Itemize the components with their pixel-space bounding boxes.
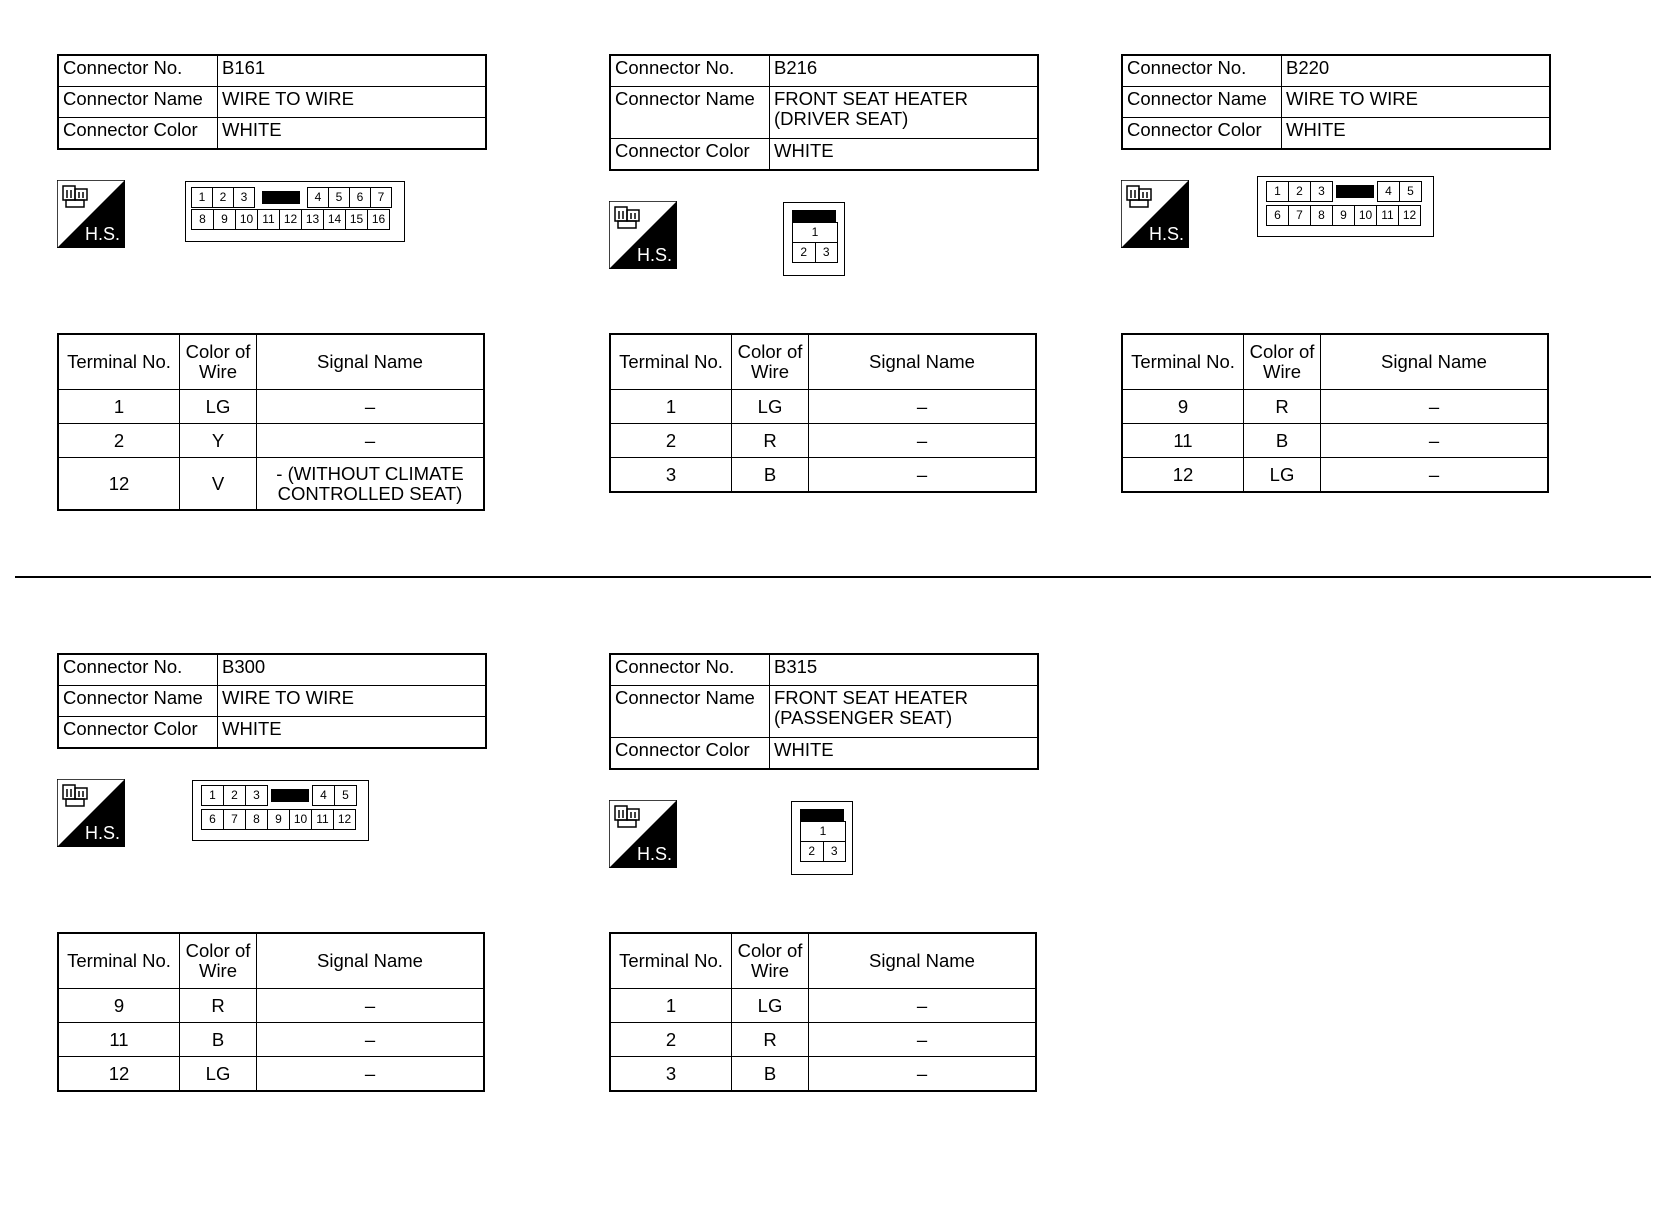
wire-color: B xyxy=(180,1023,257,1057)
connector-name-label: Connector Name xyxy=(610,686,770,738)
pin-key-slot xyxy=(800,809,844,821)
pin: 4 xyxy=(313,786,335,806)
pin-key-slot xyxy=(1333,182,1378,202)
pin: 3 xyxy=(823,842,846,862)
pin: 9 xyxy=(214,210,236,230)
pin: 2 xyxy=(224,786,246,806)
wire-color: Y xyxy=(180,424,257,458)
table-row xyxy=(58,989,484,1023)
pin: 2 xyxy=(801,842,824,862)
pin: 3 xyxy=(1311,182,1333,202)
signal-name: – xyxy=(809,1023,1037,1057)
terminal-no: 2 xyxy=(610,1023,732,1057)
hs-label: H.S. xyxy=(637,844,673,864)
pin: 6 xyxy=(350,188,371,208)
signal-name: – xyxy=(257,390,485,424)
terminal-no-header: Terminal No. xyxy=(610,334,732,390)
terminal-no: 2 xyxy=(58,424,180,458)
connector-face-diagram xyxy=(185,181,405,242)
pin: 1 xyxy=(801,822,846,842)
pin-grid-bottom xyxy=(191,209,390,230)
signal-name-header: Signal Name xyxy=(809,933,1037,989)
terminal-no-header: Terminal No. xyxy=(58,933,180,989)
pin: 1 xyxy=(202,786,224,806)
connector-name-label: Connector Name xyxy=(58,686,218,717)
pin: 8 xyxy=(246,810,268,830)
terminal-no: 3 xyxy=(610,1057,732,1092)
pin-key-slot xyxy=(268,786,313,806)
table-row xyxy=(610,1023,1036,1057)
table-row xyxy=(58,458,484,511)
pin: 10 xyxy=(1355,206,1377,226)
connector-name-value: WIRE TO WIRE xyxy=(1282,87,1551,118)
pin: 3 xyxy=(815,243,838,263)
connector-info-table xyxy=(57,54,487,150)
pin: 10 xyxy=(290,810,312,830)
connector-no-value: B216 xyxy=(770,55,1039,87)
table-row xyxy=(58,1057,484,1092)
pin: 15 xyxy=(346,210,368,230)
pin: 1 xyxy=(1267,182,1289,202)
pin: 11 xyxy=(1377,206,1399,226)
signal-name-header: Signal Name xyxy=(809,334,1037,390)
connector-block-b315 xyxy=(609,653,1039,770)
table-row xyxy=(58,390,484,424)
pin-key-slot xyxy=(255,188,308,208)
signal-name: – xyxy=(257,1023,485,1057)
connector-face-diagram xyxy=(791,801,853,875)
connector-name-value: WIRE TO WIRE xyxy=(218,686,487,717)
connector-info-table xyxy=(609,653,1039,770)
pin: 14 xyxy=(324,210,346,230)
section-divider xyxy=(15,576,1651,578)
pin-grid-bottom xyxy=(1266,205,1421,226)
signal-name: – xyxy=(809,1057,1037,1092)
signal-name: – xyxy=(257,424,485,458)
terminal-table-b216 xyxy=(609,333,1037,493)
pin: 4 xyxy=(1378,182,1400,202)
connector-color-label: Connector Color xyxy=(610,139,770,171)
pin: 9 xyxy=(1333,206,1355,226)
signal-name: – xyxy=(809,989,1037,1023)
connector-color-value: WHITE xyxy=(1282,118,1551,150)
terminal-no: 12 xyxy=(58,458,180,511)
pin: 1 xyxy=(793,223,838,243)
pin: 11 xyxy=(312,810,334,830)
terminal-table-b315 xyxy=(609,932,1037,1092)
terminal-table-b300 xyxy=(57,932,485,1092)
signal-name: – xyxy=(1321,424,1549,458)
terminal-no: 1 xyxy=(58,390,180,424)
pin-grid-bottom xyxy=(201,809,356,830)
terminal-no-header: Terminal No. xyxy=(610,933,732,989)
pin: 1 xyxy=(192,188,213,208)
connector-name-value: FRONT SEAT HEATER (PASSENGER SEAT) xyxy=(770,686,1039,738)
hs-label: H.S. xyxy=(85,224,121,244)
signal-name: – xyxy=(1321,390,1549,424)
connector-no-label: Connector No. xyxy=(610,654,770,686)
connector-name-label: Connector Name xyxy=(610,87,770,139)
pin-grid xyxy=(201,785,357,806)
terminal-no: 2 xyxy=(610,424,732,458)
wire-color: R xyxy=(732,1023,809,1057)
harness-side-icon xyxy=(57,779,125,847)
terminal-no: 12 xyxy=(58,1057,180,1092)
pin: 4 xyxy=(308,188,329,208)
pin: 9 xyxy=(268,810,290,830)
terminal-no: 12 xyxy=(1122,458,1244,493)
signal-name-header: Signal Name xyxy=(1321,334,1549,390)
wire-color: B xyxy=(732,458,809,493)
pin: 7 xyxy=(371,188,392,208)
table-row xyxy=(58,424,484,458)
wire-color-header: Color of Wire xyxy=(732,334,809,390)
connector-name-value: WIRE TO WIRE xyxy=(218,87,487,118)
connector-no-value: B315 xyxy=(770,654,1039,686)
connector-no-value: B161 xyxy=(218,55,487,87)
hs-label: H.S. xyxy=(85,823,121,843)
pin: 5 xyxy=(1400,182,1422,202)
signal-name: - (WITHOUT CLIMATE CONTROLLED SEAT) xyxy=(257,458,485,511)
table-row xyxy=(610,458,1036,493)
pin: 10 xyxy=(236,210,258,230)
harness-side-icon xyxy=(1121,180,1189,248)
connector-color-label: Connector Color xyxy=(58,118,218,150)
connector-face-diagram xyxy=(192,780,369,841)
signal-name: – xyxy=(257,1057,485,1092)
wire-color: LG xyxy=(180,390,257,424)
wire-color-header: Color of Wire xyxy=(180,334,257,390)
wire-color: LG xyxy=(732,390,809,424)
connector-name-value: FRONT SEAT HEATER (DRIVER SEAT) xyxy=(770,87,1039,139)
connector-color-label: Connector Color xyxy=(58,717,218,749)
signal-name: – xyxy=(809,458,1037,493)
hs-label: H.S. xyxy=(1149,224,1185,244)
wire-color: B xyxy=(732,1057,809,1092)
connector-info-table xyxy=(609,54,1039,171)
connector-no-value: B300 xyxy=(218,654,487,686)
pin: 13 xyxy=(302,210,324,230)
pin-grid xyxy=(1266,181,1422,202)
signal-name: – xyxy=(1321,458,1549,493)
pin: 5 xyxy=(329,188,350,208)
connector-info-table xyxy=(57,653,487,749)
wire-color-header: Color of Wire xyxy=(180,933,257,989)
connector-name-label: Connector Name xyxy=(1122,87,1282,118)
table-row xyxy=(610,424,1036,458)
wire-color: R xyxy=(1244,390,1321,424)
connector-no-label: Connector No. xyxy=(58,654,218,686)
pin: 12 xyxy=(334,810,356,830)
table-row xyxy=(1122,390,1548,424)
table-row xyxy=(610,390,1036,424)
wire-color: R xyxy=(180,989,257,1023)
signal-name: – xyxy=(257,989,485,1023)
connector-no-value: B220 xyxy=(1282,55,1551,87)
pin: 12 xyxy=(1399,206,1421,226)
terminal-no: 9 xyxy=(1122,390,1244,424)
signal-name: – xyxy=(809,424,1037,458)
terminal-no: 1 xyxy=(610,989,732,1023)
pin: 5 xyxy=(335,786,357,806)
pin: 2 xyxy=(1289,182,1311,202)
connector-color-value: WHITE xyxy=(218,118,487,150)
terminal-table-b220 xyxy=(1121,333,1549,493)
terminal-no: 11 xyxy=(1122,424,1244,458)
wire-color: LG xyxy=(180,1057,257,1092)
pin: 3 xyxy=(246,786,268,806)
pin: 7 xyxy=(224,810,246,830)
harness-side-icon xyxy=(609,800,677,868)
connector-info-table xyxy=(1121,54,1551,150)
pin: 11 xyxy=(258,210,280,230)
pin: 2 xyxy=(213,188,234,208)
wire-color: LG xyxy=(1244,458,1321,493)
connector-face-diagram xyxy=(1257,176,1434,237)
connector-no-label: Connector No. xyxy=(58,55,218,87)
table-row xyxy=(58,1023,484,1057)
signal-name: – xyxy=(809,390,1037,424)
connector-block-b216 xyxy=(609,54,1039,171)
connector-color-label: Connector Color xyxy=(610,738,770,770)
wire-color: R xyxy=(732,424,809,458)
wire-color: LG xyxy=(732,989,809,1023)
harness-side-icon xyxy=(57,180,125,248)
connector-block-b220 xyxy=(1121,54,1551,150)
wire-color: V xyxy=(180,458,257,511)
table-row xyxy=(610,1057,1036,1092)
pin: 8 xyxy=(192,210,214,230)
terminal-no: 9 xyxy=(58,989,180,1023)
table-row xyxy=(610,989,1036,1023)
pin: 8 xyxy=(1311,206,1333,226)
terminal-table-b161 xyxy=(57,333,485,511)
connector-color-value: WHITE xyxy=(218,717,487,749)
connector-name-label: Connector Name xyxy=(58,87,218,118)
pin: 6 xyxy=(202,810,224,830)
harness-side-icon xyxy=(609,201,677,269)
pin-grid xyxy=(191,187,392,208)
connector-block-b161 xyxy=(57,54,487,150)
terminal-no-header: Terminal No. xyxy=(58,334,180,390)
pin: 7 xyxy=(1289,206,1311,226)
signal-name-header: Signal Name xyxy=(257,933,485,989)
signal-name-header: Signal Name xyxy=(257,334,485,390)
pin: 6 xyxy=(1267,206,1289,226)
terminal-no: 11 xyxy=(58,1023,180,1057)
pin-grid xyxy=(792,222,838,263)
connector-block-b300 xyxy=(57,653,487,749)
connector-color-value: WHITE xyxy=(770,738,1039,770)
wire-color-header: Color of Wire xyxy=(1244,334,1321,390)
connector-color-label: Connector Color xyxy=(1122,118,1282,150)
pin-key-slot xyxy=(792,210,836,222)
wire-color-header: Color of Wire xyxy=(732,933,809,989)
connector-no-label: Connector No. xyxy=(610,55,770,87)
table-row xyxy=(1122,424,1548,458)
terminal-no-header: Terminal No. xyxy=(1122,334,1244,390)
connector-face-diagram xyxy=(783,202,845,276)
pin: 12 xyxy=(280,210,302,230)
pin: 3 xyxy=(234,188,255,208)
connector-no-label: Connector No. xyxy=(1122,55,1282,87)
hs-label: H.S. xyxy=(637,245,673,265)
pin: 2 xyxy=(793,243,816,263)
table-row xyxy=(1122,458,1548,493)
pin-grid xyxy=(800,821,846,862)
wire-color: B xyxy=(1244,424,1321,458)
terminal-no: 3 xyxy=(610,458,732,493)
terminal-no: 1 xyxy=(610,390,732,424)
pin: 16 xyxy=(368,210,390,230)
connector-color-value: WHITE xyxy=(770,139,1039,171)
